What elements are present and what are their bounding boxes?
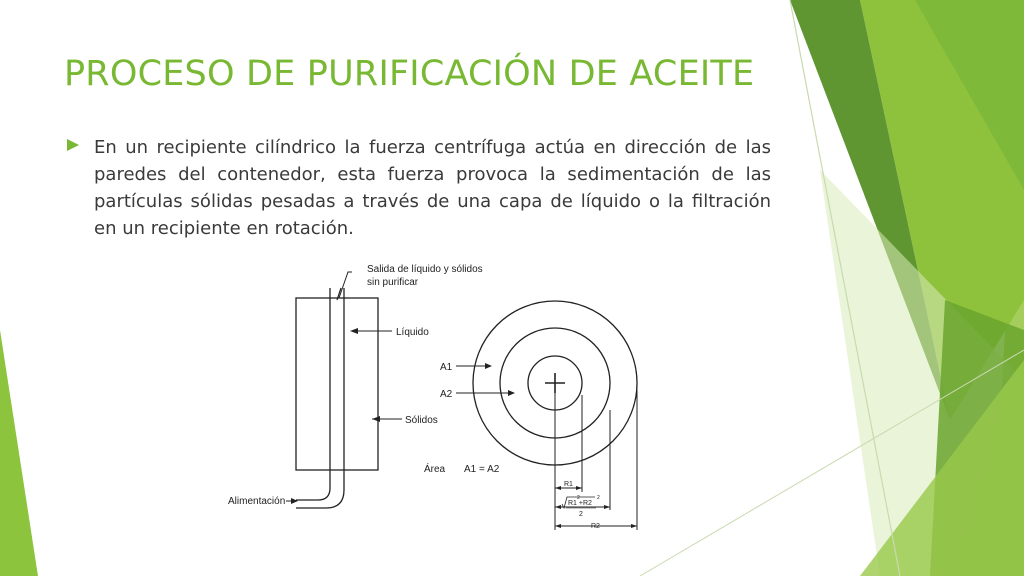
- formula-denominator: 2: [579, 511, 583, 518]
- outlet-label-line1: Salida de líquido y sólidos: [367, 264, 483, 275]
- a1-label: A1: [440, 362, 453, 373]
- bullet-text: En un recipiente cilíndrico la fuerza centrífuga actúa en dirección de las paredes del contenedor, esta fuerza provoca la sedimentación de las partículas sólidas pesadas a través de una capa de líquido o la filtración en un recipiente en rotación.: [94, 137, 771, 239]
- area-equation: A1 = A2: [464, 464, 500, 475]
- feed-pipe-inner: [296, 470, 344, 508]
- r2-dimension-label: R2: [591, 523, 600, 530]
- feed-label: Alimentación: [228, 496, 286, 507]
- container-outline: [296, 298, 378, 470]
- slide-title: PROCESO DE PURIFICACIÓN DE ACEITE: [64, 54, 755, 94]
- liquid-label: Líquido: [396, 327, 429, 338]
- formula-exponent-2: 2: [597, 495, 600, 501]
- formula-numerator: R1 +R2: [568, 500, 592, 507]
- outlet-label-line2: sin purificar: [367, 277, 419, 288]
- a2-label: A2: [440, 389, 453, 400]
- r1-dimension-label: R1: [564, 481, 573, 488]
- feed-pipe-outer: [296, 470, 330, 500]
- solids-label: Sólidos: [405, 415, 438, 426]
- area-label: Área: [424, 464, 446, 475]
- formula-exponent: 2: [577, 495, 580, 501]
